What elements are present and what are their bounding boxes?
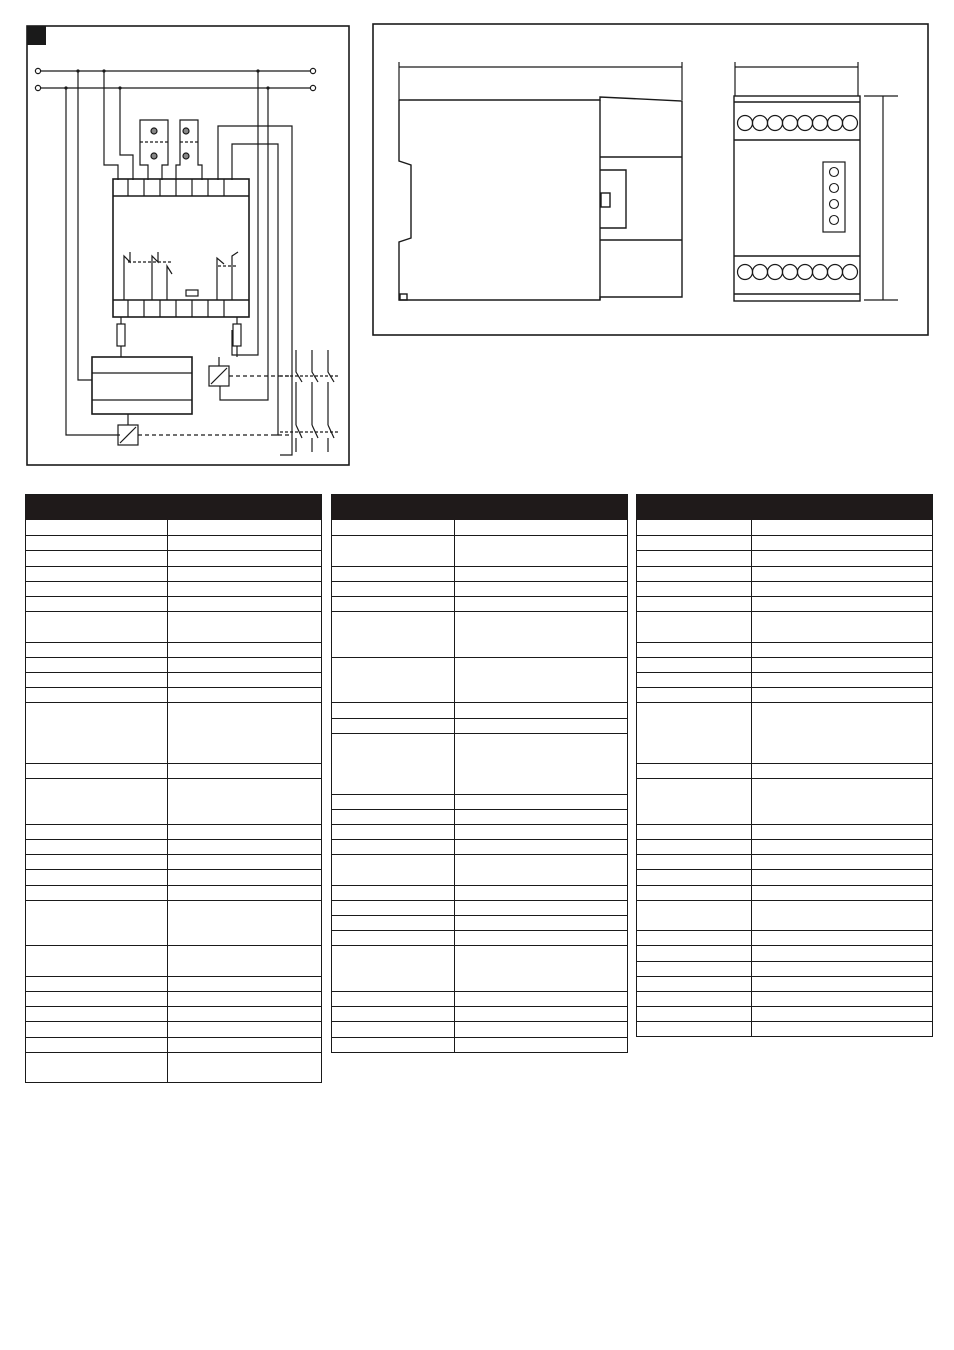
- spec-value-cell: [168, 825, 321, 839]
- spec-key-cell: [26, 1053, 168, 1082]
- spec-row: [332, 702, 627, 717]
- spec-value-cell: [455, 946, 627, 991]
- spec-key-cell: [332, 612, 455, 657]
- spec-key-cell: [26, 779, 168, 824]
- spec-row: [26, 550, 321, 565]
- spec-row: [26, 702, 321, 763]
- spec-key-cell: [26, 673, 168, 687]
- spec-table-2: [331, 494, 628, 1053]
- spec-row: [332, 611, 627, 657]
- spec-key-cell: [637, 992, 752, 1006]
- spec-row: [26, 839, 321, 854]
- spec-row: [332, 824, 627, 839]
- spec-row: [332, 657, 627, 703]
- spec-row: [637, 550, 932, 565]
- spec-value-cell: [168, 703, 321, 763]
- spec-value-cell: [168, 779, 321, 824]
- spec-key-cell: [637, 536, 752, 550]
- spec-key-cell: [332, 1038, 455, 1052]
- spec-value-cell: [168, 643, 321, 657]
- spec-value-cell: [752, 901, 932, 930]
- spec-row: [332, 915, 627, 930]
- spec-key-cell: [26, 855, 168, 869]
- spec-table-1: [25, 494, 322, 1083]
- spec-table-3: [636, 494, 933, 1037]
- spec-key-cell: [332, 886, 455, 900]
- spec-row: [26, 854, 321, 869]
- spec-row: [637, 778, 932, 824]
- spec-row: [637, 687, 932, 702]
- spec-key-cell: [637, 643, 752, 657]
- spec-row: [637, 839, 932, 854]
- spec-key-cell: [332, 946, 455, 991]
- spec-table-header: [26, 495, 321, 520]
- dimension-drawing: [0, 0, 954, 345]
- spec-value-cell: [455, 855, 627, 884]
- spec-key-cell: [332, 840, 455, 854]
- spec-key-cell: [26, 1007, 168, 1021]
- spec-row: [26, 581, 321, 596]
- spec-row: [332, 596, 627, 611]
- spec-row: [637, 945, 932, 960]
- spec-row: [332, 991, 627, 1006]
- spec-row: [26, 566, 321, 581]
- spec-key-cell: [332, 719, 455, 733]
- spec-row: [637, 900, 932, 930]
- spec-key-cell: [637, 901, 752, 930]
- spec-value-cell: [752, 597, 932, 611]
- spec-row: [26, 687, 321, 702]
- spec-row: [26, 824, 321, 839]
- spec-row: [332, 535, 627, 565]
- spec-row: [26, 535, 321, 550]
- spec-key-cell: [332, 855, 455, 884]
- spec-key-cell: [637, 764, 752, 778]
- spec-row: [637, 672, 932, 687]
- spec-row: [26, 672, 321, 687]
- spec-value-cell: [752, 536, 932, 550]
- spec-key-cell: [637, 703, 752, 763]
- spec-value-cell: [752, 658, 932, 672]
- spec-key-cell: [637, 855, 752, 869]
- spec-row: [332, 885, 627, 900]
- spec-key-cell: [637, 551, 752, 565]
- spec-value-cell: [455, 992, 627, 1006]
- dimension-line-icon: [399, 62, 682, 100]
- spec-row: [637, 596, 932, 611]
- spec-value-cell: [455, 1007, 627, 1021]
- spec-value-cell: [752, 643, 932, 657]
- spec-row: [637, 976, 932, 991]
- spec-value-cell: [752, 520, 932, 535]
- spec-row: [26, 885, 321, 900]
- spec-value-cell: [168, 901, 321, 946]
- spec-value-cell: [168, 977, 321, 991]
- spec-value-cell: [168, 886, 321, 900]
- spec-value-cell: [455, 916, 627, 930]
- spec-row: [637, 1006, 932, 1021]
- spec-row: [332, 945, 627, 991]
- spec-value-cell: [168, 612, 321, 641]
- spec-value-cell: [168, 688, 321, 702]
- spec-key-cell: [637, 597, 752, 611]
- spec-key-cell: [637, 779, 752, 824]
- spec-value-cell: [752, 825, 932, 839]
- spec-key-cell: [637, 567, 752, 581]
- spec-value-cell: [455, 840, 627, 854]
- spec-key-cell: [26, 597, 168, 611]
- spec-row: [637, 824, 932, 839]
- led-icon: [830, 168, 839, 225]
- spec-row: [332, 566, 627, 581]
- spec-value-cell: [752, 567, 932, 581]
- spec-key-cell: [332, 734, 455, 794]
- spec-value-cell: [752, 855, 932, 869]
- spec-key-cell: [26, 764, 168, 778]
- spec-row: [637, 642, 932, 657]
- spec-key-cell: [26, 612, 168, 641]
- spec-row: [637, 763, 932, 778]
- spec-value-cell: [752, 779, 932, 824]
- spec-row: [332, 930, 627, 945]
- spec-key-cell: [332, 810, 455, 824]
- spec-key-cell: [26, 870, 168, 884]
- spec-key-cell: [332, 597, 455, 611]
- spec-table-header: [637, 495, 932, 520]
- spec-key-cell: [637, 658, 752, 672]
- spec-value-cell: [168, 764, 321, 778]
- spec-key-cell: [26, 688, 168, 702]
- spec-row: [26, 900, 321, 946]
- spec-row: [26, 869, 321, 884]
- spec-value-cell: [168, 658, 321, 672]
- spec-key-cell: [637, 520, 752, 535]
- spec-value-cell: [752, 870, 932, 884]
- spec-value-cell: [455, 612, 627, 657]
- spec-value-cell: [168, 946, 321, 975]
- spec-row: [332, 520, 627, 535]
- spec-row: [26, 520, 321, 535]
- spec-key-cell: [26, 582, 168, 596]
- spec-key-cell: [332, 795, 455, 809]
- spec-value-cell: [455, 795, 627, 809]
- spec-key-cell: [26, 658, 168, 672]
- spec-row: [26, 991, 321, 1006]
- spec-key-cell: [332, 520, 455, 535]
- spec-key-cell: [332, 916, 455, 930]
- spec-row: [26, 1021, 321, 1036]
- spec-key-cell: [26, 1038, 168, 1052]
- spec-key-cell: [26, 703, 168, 763]
- spec-value-cell: [752, 582, 932, 596]
- spec-key-cell: [637, 870, 752, 884]
- spec-key-cell: [637, 612, 752, 641]
- spec-value-cell: [455, 1022, 627, 1036]
- spec-row: [26, 642, 321, 657]
- spec-value-cell: [168, 1053, 321, 1082]
- spec-value-cell: [752, 946, 932, 960]
- spec-value-cell: [168, 840, 321, 854]
- spec-row: [637, 961, 932, 976]
- spec-key-cell: [637, 840, 752, 854]
- spec-value-cell: [455, 567, 627, 581]
- spec-key-cell: [26, 643, 168, 657]
- spec-row: [637, 1021, 932, 1036]
- spec-value-cell: [752, 962, 932, 976]
- spec-value-cell: [168, 520, 321, 535]
- spec-row: [637, 581, 932, 596]
- spec-value-cell: [455, 810, 627, 824]
- spec-row: [332, 839, 627, 854]
- main-contacts: [280, 350, 340, 452]
- spec-key-cell: [332, 658, 455, 703]
- motor-load-block: [92, 357, 192, 425]
- spec-key-cell: [637, 1007, 752, 1021]
- spec-row: [332, 1006, 627, 1021]
- spec-row: [26, 1052, 321, 1082]
- spec-table-header: [332, 495, 627, 520]
- spec-key-cell: [332, 536, 455, 565]
- spec-key-cell: [332, 931, 455, 945]
- spec-value-cell: [168, 992, 321, 1006]
- spec-value-cell: [752, 612, 932, 641]
- spec-value-cell: [455, 703, 627, 717]
- spec-key-cell: [637, 673, 752, 687]
- spec-value-cell: [455, 931, 627, 945]
- spec-row: [332, 900, 627, 915]
- spec-row: [26, 976, 321, 991]
- spec-key-cell: [332, 567, 455, 581]
- spec-key-cell: [332, 901, 455, 915]
- spec-row: [26, 945, 321, 975]
- spec-key-cell: [637, 1022, 752, 1036]
- spec-row: [26, 778, 321, 824]
- spec-value-cell: [455, 597, 627, 611]
- spec-value-cell: [752, 1022, 932, 1036]
- spec-value-cell: [168, 1022, 321, 1036]
- spec-value-cell: [455, 734, 627, 794]
- spec-key-cell: [637, 946, 752, 960]
- spec-value-cell: [168, 855, 321, 869]
- spec-row: [637, 885, 932, 900]
- spec-key-cell: [332, 1022, 455, 1036]
- spec-row: [332, 581, 627, 596]
- spec-value-cell: [752, 992, 932, 1006]
- spec-row: [637, 869, 932, 884]
- spec-value-cell: [752, 703, 932, 763]
- spec-value-cell: [455, 536, 627, 565]
- spec-row: [637, 657, 932, 672]
- spec-row: [26, 1006, 321, 1021]
- spec-value-cell: [752, 886, 932, 900]
- spec-value-cell: [455, 825, 627, 839]
- spec-value-cell: [168, 536, 321, 550]
- spec-value-cell: [168, 673, 321, 687]
- spec-value-cell: [455, 719, 627, 733]
- spec-row: [637, 535, 932, 550]
- spec-key-cell: [26, 840, 168, 854]
- spec-value-cell: [455, 582, 627, 596]
- spec-row: [26, 596, 321, 611]
- spec-row: [637, 854, 932, 869]
- spec-row: [637, 566, 932, 581]
- spec-value-cell: [752, 673, 932, 687]
- spec-row: [637, 520, 932, 535]
- spec-key-cell: [637, 931, 752, 945]
- spec-row: [637, 991, 932, 1006]
- spec-value-cell: [752, 688, 932, 702]
- spec-key-cell: [26, 567, 168, 581]
- spec-row: [26, 657, 321, 672]
- spec-value-cell: [752, 931, 932, 945]
- spec-value-cell: [168, 597, 321, 611]
- front-view: [734, 96, 860, 301]
- spec-key-cell: [332, 825, 455, 839]
- spec-row: [332, 1021, 627, 1036]
- spec-value-cell: [455, 1038, 627, 1052]
- spec-value-cell: [168, 551, 321, 565]
- spec-key-cell: [26, 992, 168, 1006]
- spec-value-cell: [752, 977, 932, 991]
- spec-key-cell: [332, 703, 455, 717]
- spec-row: [332, 809, 627, 824]
- spec-key-cell: [332, 1007, 455, 1021]
- spec-value-cell: [752, 764, 932, 778]
- spec-value-cell: [455, 658, 627, 703]
- spec-value-cell: [752, 840, 932, 854]
- spec-key-cell: [637, 977, 752, 991]
- spec-row: [332, 854, 627, 884]
- spec-row: [332, 733, 627, 794]
- spec-value-cell: [752, 1007, 932, 1021]
- spec-key-cell: [26, 901, 168, 946]
- spec-key-cell: [637, 582, 752, 596]
- spec-value-cell: [455, 901, 627, 915]
- spec-row: [26, 763, 321, 778]
- spec-key-cell: [26, 886, 168, 900]
- spec-key-cell: [332, 582, 455, 596]
- spec-key-cell: [26, 1022, 168, 1036]
- spec-row: [332, 1037, 627, 1052]
- spec-key-cell: [26, 825, 168, 839]
- spec-key-cell: [26, 520, 168, 535]
- spec-key-cell: [26, 536, 168, 550]
- spec-value-cell: [168, 582, 321, 596]
- spec-value-cell: [168, 1007, 321, 1021]
- spec-key-cell: [26, 551, 168, 565]
- spec-value-cell: [168, 870, 321, 884]
- spec-key-cell: [332, 992, 455, 1006]
- spec-value-cell: [752, 551, 932, 565]
- spec-key-cell: [637, 962, 752, 976]
- spec-key-cell: [26, 946, 168, 975]
- side-view: [399, 97, 682, 300]
- spec-key-cell: [637, 825, 752, 839]
- spec-row: [332, 794, 627, 809]
- coil-icon: [118, 357, 229, 445]
- spec-value-cell: [168, 567, 321, 581]
- spec-row: [332, 718, 627, 733]
- spec-row: [637, 702, 932, 763]
- spec-value-cell: [455, 886, 627, 900]
- spec-key-cell: [26, 977, 168, 991]
- spec-value-cell: [455, 520, 627, 535]
- spec-row: [637, 930, 932, 945]
- spec-row: [26, 1037, 321, 1052]
- spec-row: [637, 611, 932, 641]
- spec-key-cell: [637, 886, 752, 900]
- spec-value-cell: [168, 1038, 321, 1052]
- spec-row: [26, 611, 321, 641]
- spec-key-cell: [637, 688, 752, 702]
